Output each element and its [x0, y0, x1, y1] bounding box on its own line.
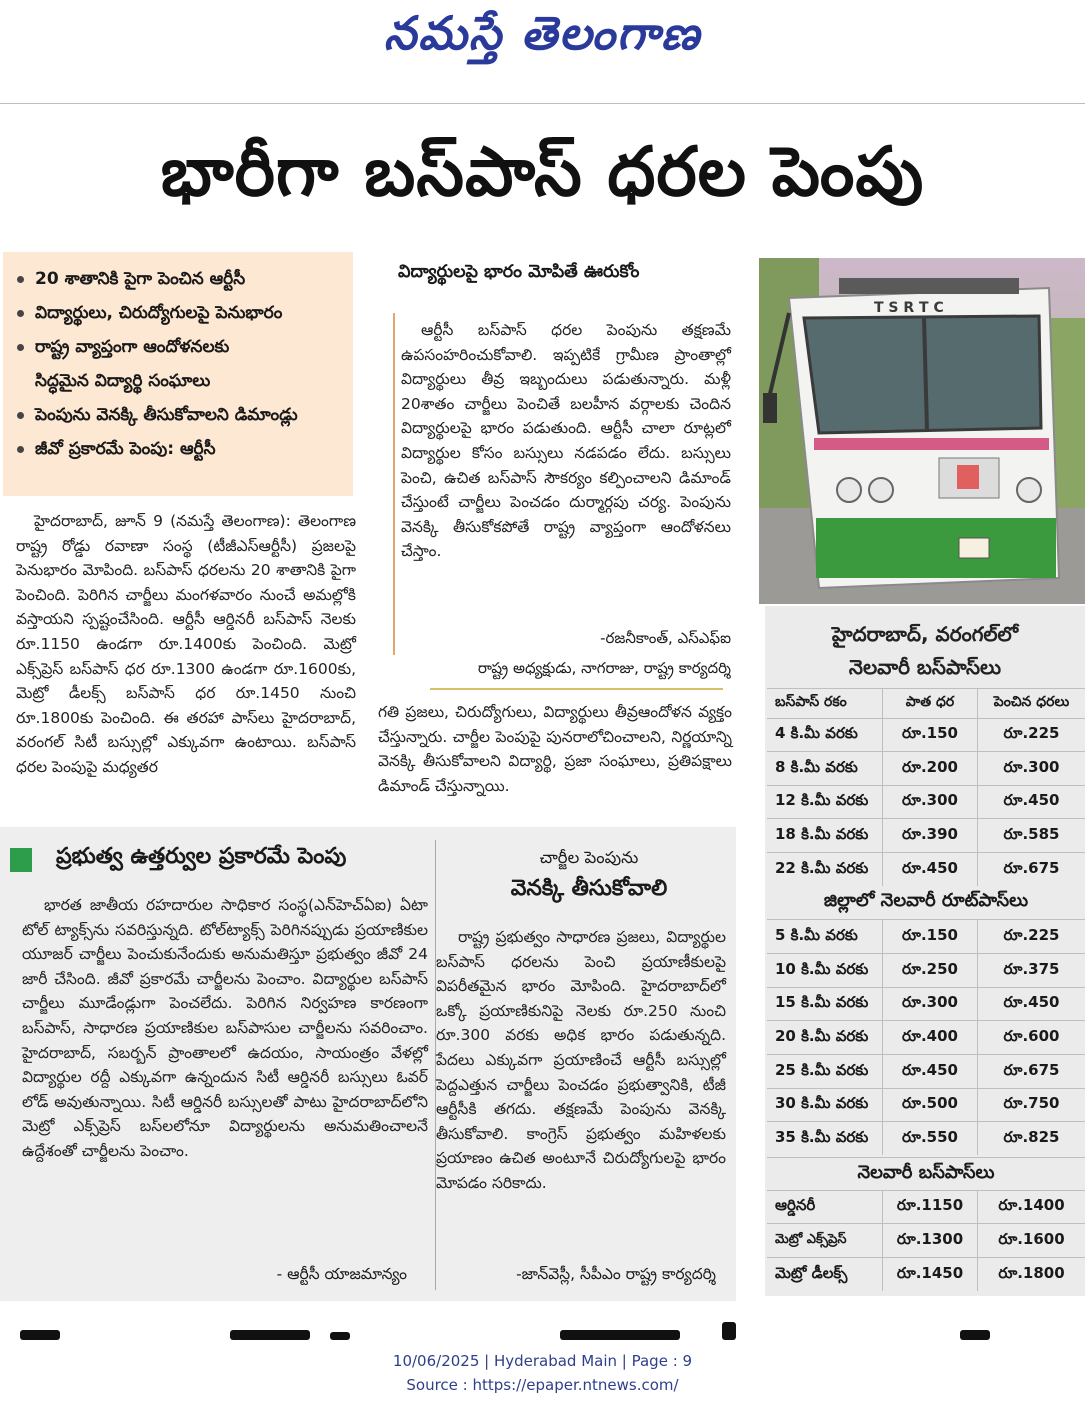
student-box-body	[401, 318, 731, 564]
main-story-continuation	[378, 700, 732, 798]
table-cell: రూ.450	[1003, 993, 1060, 1011]
student-box-author	[401, 623, 731, 683]
table-row	[767, 1054, 1085, 1088]
table-cell: రూ.1600	[998, 1229, 1065, 1248]
table-cell: 10 కి.మీ వరకు	[767, 954, 883, 987]
table-row	[767, 953, 1085, 987]
rollback-box-body	[436, 925, 726, 1196]
bus-destination-label: T S R T C	[874, 300, 944, 316]
table-cell: రూ.390	[883, 819, 978, 852]
highlight-item: పెంపును వెనక్కి తీసుకోవాలని డిమాండ్లు	[13, 398, 343, 432]
bullet-icon	[17, 344, 24, 351]
bus-illustration	[759, 258, 1085, 604]
govt-box-heading: ప్రభుత్వ ఉత్తర్వుల ప్రకారమే పెంపు	[56, 844, 347, 869]
rates-title-line1: హైదరాబాద్, వరంగల్‌లో	[831, 622, 1019, 646]
table-cell: 8 కి.మీ వరకు	[767, 752, 883, 785]
headline	[0, 118, 1085, 243]
table-cell: రూ.225	[1003, 724, 1060, 742]
column-header: పెంచిన ధరలు	[993, 694, 1070, 710]
table-row	[767, 919, 1085, 953]
rollback-box-author: -జాన్‌వెస్లీ, సీపీఎం రాష్ట్ర కార్యదర్శి	[516, 1265, 716, 1283]
table-cell: రూ.375	[1003, 959, 1060, 978]
table-row	[767, 1020, 1085, 1054]
table-cell: మెట్రో డీలక్స్	[767, 1258, 883, 1291]
table-cell: 18 కి.మీ వరకు	[767, 819, 883, 852]
table-cell: రూ.300	[1003, 757, 1060, 776]
student-box-author-line2: రాష్ట్ర అధ్యక్షుడు, నాగరాజు, రాష్ట్ర కార్యదర్శి	[477, 659, 731, 677]
table-cell: రూ.1800	[998, 1263, 1065, 1282]
table-row	[767, 1190, 1085, 1223]
table-row	[767, 1257, 1085, 1291]
highlights-list	[13, 262, 343, 466]
table-cell: రూ.300	[883, 786, 978, 818]
table-cell: రూ.1300	[883, 1224, 978, 1257]
district-passes-heading: జిల్లాలో నెలవారీ రూట్‌పాస్‌లు	[823, 890, 1029, 911]
table-row	[767, 852, 1085, 886]
table-cell: రూ.1400	[998, 1196, 1065, 1214]
table-cell: రూ.150	[883, 719, 978, 751]
rates-title-line2: నెలవారీ బస్‌పాస్‌లు	[848, 655, 1002, 679]
table-cell: రూ.150	[883, 920, 978, 953]
footer-edition-info: 10/06/2025 | Hyderabad Main | Page : 9	[392, 1352, 693, 1370]
main-story-paragraph: హైదరాబాద్, జూన్ 9 (నమస్తే తెలంగాణ): తెలంగాణ రాష్ట్ర రోడ్డు రవాణా సంస్థ (టీజీఎస్ఆర్టీసీ) ప్రజలపై పెనుభారం మోపింది. బస్‌పాస్ ధరలను 20 శాతానికి పైగా పెంచింది. పెరిగిన చార్జీలు మంగళవారం నుంచే అమల్లోకి వస్తాయని స్పష్టంచేసింది. ఆర్టీసీ ఆర్డినరీ బస్‌పాస్ నెలకు రూ.1150 ఉండగా రూ.1400కు పెంచింది. మెట్రో ఎక్స్‌ప్రెస్ బస్‌పాస్ ధర రూ.1300 ఉండగా రూ.1600కు, మెట్రో డీలక్స్ బస్‌పాస్ ధర రూ.1450 నుంచి రూ.1800కు పెంచింది. ఈ తరహా పాస్‌లు హైదరాబాద్, వరంగల్ సిటీ బస్సుల్లో ఎక్కువగా ఉంటాయి. బస్‌పాస్ ధరల పెంపుపై మధ్యతర	[16, 512, 356, 776]
highlights-box	[3, 252, 353, 496]
table-cell: రూ.450	[883, 853, 978, 886]
table-cell: రూ.300	[883, 988, 978, 1020]
table-cell: రూ.550	[883, 1122, 978, 1155]
main-story-continuation-paragraph: గతి ప్రజలు, చిరుద్యోగులు, విద్యార్థులు తీవ్రఆందోళన వ్యక్తం చేస్తున్నారు. చార్జీల పెంపుపై పునరాలోచించాలని, నిర్ణయాన్ని వెనక్కి తీసుకోవాలని విద్యార్థి, ప్రజా సంఘాలు, ప్రతిపక్షాలు డిమాండ్ చేస్తున్నాయి.	[378, 703, 732, 795]
table-cell: రూ.1150	[883, 1191, 978, 1223]
section-marker-icon	[10, 848, 32, 872]
table-cell: 25 కి.మీ వరకు	[767, 1055, 883, 1088]
highlight-item-continued: సిద్ధమైన విద్యార్థి సంఘాలు	[35, 371, 211, 391]
student-box-paragraph: ఆర్టీసీ బస్‌పాస్ ధరల పెంపును తక్షణమే ఉపసంహరించుకోవాలి. ఇప్పటికే గ్రామీణ ప్రాంతాల్లో విద్యార్థులు తీవ్ర ఇబ్బందులు పడుతున్నారు. మళ్లీ 20శాతం చార్జీలు పెంచితే బలహీన వర్గాలకు చెందిన విద్యార్థులపై భారం పడుతుంది. ఆర్టీసీ చాలా రూట్లలో విద్యార్థుల కోసం బస్సులు నడపడం లేదు. బస్సులు పెంచి, ఉచిత బస్‌పాస్ సౌకర్యం కల్పించాలని డిమాండ్ చేస్తుంటే చార్జీలు పెంచడం దుర్మార్గపు చర్య. పెంపును వెనక్కి తీసుకోకపోతే రాష్ట్ర వ్యాప్తంగా ఆందోళనలు చేస్తాం.	[401, 321, 731, 561]
rollback-box-heading: వెనక్కి తీసుకోవాలి	[510, 876, 668, 901]
table-row	[767, 785, 1085, 818]
masthead-divider	[0, 103, 1085, 104]
rollback-box-kicker: చార్జీల పెంపును	[539, 848, 639, 867]
student-box-heading: విద్యార్థులపై భారం మోపితే ఊరుకోం	[398, 262, 640, 282]
table-cell: రూ.450	[883, 1055, 978, 1088]
table-row	[767, 1088, 1085, 1121]
table-cell: రూ.825	[1003, 1127, 1060, 1146]
table-cell: రూ.585	[1003, 824, 1060, 843]
table-cell: రూ.250	[883, 954, 978, 987]
highlight-item: విద్యార్థులు, చిరుద్యోగులపై పెనుభారం	[13, 296, 343, 330]
student-box-author-line1: -రజనీకాంత్, ఎస్ఎఫ్ఐ	[600, 629, 731, 647]
column-header: పాత ధర	[883, 689, 978, 718]
bullet-icon	[17, 276, 24, 283]
student-box-bottom-rule	[430, 688, 723, 690]
bullet-icon	[17, 412, 24, 419]
table-row	[767, 987, 1085, 1020]
table-cell: ఆర్డినరీ	[767, 1191, 883, 1223]
table-cell: రూ.1450	[883, 1258, 978, 1291]
monthly-passes-heading: నెలవారీ బస్‌పాస్‌లు	[767, 1157, 1085, 1190]
table-cell: 15 కి.మీ వరకు	[767, 988, 883, 1020]
table-cell: 22 కి.మీ వరకు	[767, 853, 883, 886]
headline-text: భారీగా బస్‌పాస్ ధరల పెంపు	[160, 133, 925, 212]
bus-photo	[759, 258, 1085, 604]
masthead	[0, 0, 1085, 78]
govt-box-author: - ఆర్టీసీ యాజమాన్యం	[276, 1265, 407, 1283]
govt-box-paragraph: భారత జాతీయ రహదారుల సాధికార సంస్థ(ఎన్‌హెచ్ఏఐ) ఏటా టోల్ ట్యాక్స్‌ను సవరిస్తున్నది. టోల్‌ట్యాక్స్ పెరిగినప్పుడు ప్రయాణికుల యూజర్ చార్జీలు పెంచుకునేందుకు అనుమతిస్తూ ప్రభుత్వం జీవో 24 జారీ చేసింది. జీవో ప్రకారమే చార్జీలను పెంచాం. విద్యార్థుల బస్‌పాస్ చార్జీలు మూడేండ్లుగా పెంచలేదు. పెరిగిన నిర్వహణ కారణంగా బస్‌పాస్, సాధారణ ప్రయాణికుల బస్‌పాసుల చార్జీలను సవరించాం. హైదరాబాద్, సబర్బన్ ప్రాంతాలలో ఉదయం, సాయంత్రం వేళల్లో విద్యార్థుల రద్దీ ఎక్కువగా ఉన్నందున సిటీ ఆర్డినరీ బస్సులు ఓవర్ లోడ్ అవుతున్నాయి. సిటీ ఆర్డినరీ బస్సులతో పాటు హైదరాబాద్‌లోని మెట్రో ఎక్స్‌ప్రెస్ బస్‌లలోనూ విద్యార్థులను అనుమతించాలనే ఉద్దేశంతో చార్జీలను పెంచాం.	[22, 896, 428, 1160]
table-cell: 30 కి.మీ వరకు	[767, 1089, 883, 1121]
newspaper-logo: నమస్తే తెలంగాణ	[383, 6, 702, 60]
main-story-body	[16, 509, 356, 780]
table-cell: 20 కి.మీ వరకు	[767, 1021, 883, 1054]
highlight-item: రాష్ట్ర వ్యాప్తంగా ఆందోళనలకు	[13, 330, 343, 364]
table-cell: రూ.600	[1003, 1026, 1060, 1045]
table-row	[767, 818, 1085, 852]
table-cell: 5 కి.మీ వరకు	[767, 920, 883, 953]
student-box-rule	[393, 313, 395, 655]
table-cell: 4 కి.మీ వరకు	[767, 719, 883, 751]
govt-box-body	[22, 893, 428, 1164]
bullet-icon	[17, 310, 24, 317]
table-cell: రూ.450	[1003, 791, 1060, 809]
table-row	[767, 1223, 1085, 1257]
rates-panel-title	[765, 618, 1085, 684]
next-story-cropped	[0, 1318, 1085, 1340]
table-cell: మెట్రో ఎక్స్‌ప్రెస్	[767, 1224, 883, 1257]
table-cell: 12 కి.మీ వరకు	[767, 786, 883, 818]
table-cell: 35 కి.మీ వరకు	[767, 1122, 883, 1155]
table-row	[767, 751, 1085, 785]
rollback-box-paragraph: రాష్ట్ర ప్రభుత్వం సాధారణ ప్రజలు, విద్యార్థుల బస్‌పాస్ ధరలను పెంచి ప్రయాణీకులపై విపరీతమైన భారం మోపింది. హైదరాబాద్‌లో ఒక్కో ప్రయాణికునిపై నెలకు రూ.250 నుంచి రూ.300 వరకు అధిక భారం పడుతున్నది. పేదలు ఎక్కువగా ప్రయాణించే ఆర్టీసీ బస్సుల్లో పెద్దఎత్తున చార్జీలు పెంచడం ప్రభుత్వానికి, టీజీ ఆర్టీసీకి తగదు. తక్షణమే పెంపును వెనక్కి తీసుకోవాలి. కాంగ్రెస్ ప్రభుత్వం మహిళలకు ప్రయాణం ఉచిత అంటూనే చిరుద్యోగులపై భారం మోపడం సరికాదు.	[436, 928, 726, 1192]
table-cell: రూ.675	[1003, 1060, 1060, 1079]
highlight-item: 20 శాతానికి పైగా పెంచిన ఆర్టీసీ	[13, 262, 343, 296]
table-row	[767, 718, 1085, 751]
highlight-item: జీవో ప్రకారమే పెంపు: ఆర్టీసీ	[13, 432, 343, 466]
table-cell: రూ.675	[1003, 858, 1060, 877]
table-row	[767, 1121, 1085, 1155]
footer-source-link[interactable]: Source : https://epaper.ntnews.com/	[406, 1376, 679, 1394]
bullet-icon	[17, 446, 24, 453]
rates-table-header	[767, 688, 1085, 718]
table-cell: రూ.500	[883, 1089, 978, 1121]
table-cell: రూ.225	[1003, 925, 1060, 944]
column-header: బస్‌పాస్ రకం	[767, 689, 883, 718]
table-cell: రూ.200	[883, 752, 978, 785]
table-cell: రూ.750	[1003, 1094, 1060, 1112]
cropped-headline-fragment	[0, 1318, 1085, 1340]
table-cell: రూ.400	[883, 1021, 978, 1054]
